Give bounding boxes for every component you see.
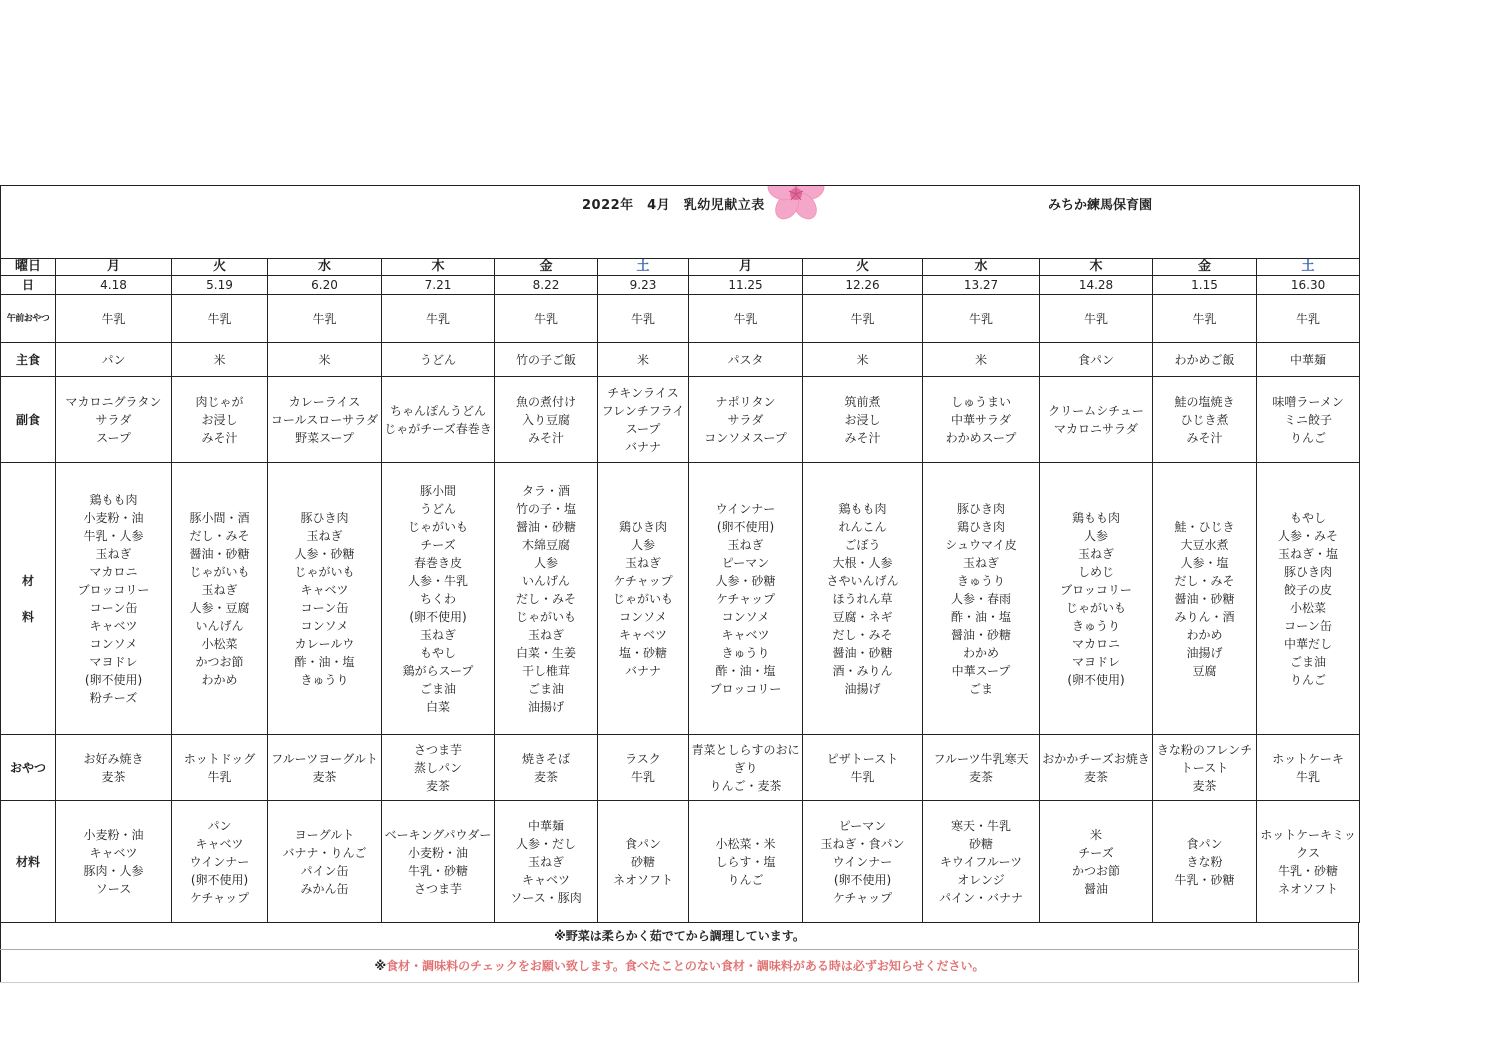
ingredients-cell: ウインナー (卵不使用) 玉ねぎ ピーマン 人参・砂糖 ケチャップ コンソメ キャベツ きゅうり 酢・油・塩 ブロッコリー bbox=[689, 463, 803, 735]
staple-cell: 米 bbox=[803, 343, 923, 377]
date-cell: 1.15 bbox=[1153, 276, 1257, 295]
ingredients-cell: 鶏もも肉 人参 玉ねぎ しめじ ブロッコリー じゃがいも きゅうり マカロニ マヨドレ (卵不使用) bbox=[1040, 463, 1153, 735]
date-cell: 11.25 bbox=[689, 276, 803, 295]
date-cell: 6.20 bbox=[268, 276, 382, 295]
side-dish-cell: 味噌ラーメン ミニ餃子 りんご bbox=[1257, 377, 1360, 463]
snack-ingredients-label: 材料 bbox=[1, 801, 56, 923]
side-dish-cell: 魚の煮付け 入り豆腐 みそ汁 bbox=[495, 377, 598, 463]
staple-cell: うどん bbox=[382, 343, 495, 377]
date-cell: 13.27 bbox=[923, 276, 1040, 295]
date-cell: 9.23 bbox=[598, 276, 689, 295]
weekday-cell: 月 bbox=[689, 259, 803, 276]
snack-cell: さつま芋 蒸しパン 麦茶 bbox=[382, 735, 495, 801]
staple-cell: 米 bbox=[268, 343, 382, 377]
snack-ingredients-cell: ベーキングパウダー 小麦粉・油 牛乳・砂糖 さつま芋 bbox=[382, 801, 495, 923]
weekday-label: 曜日 bbox=[1, 259, 56, 276]
morning-snack-cell: 牛乳 bbox=[172, 295, 268, 343]
snack-cell: ピザトースト 牛乳 bbox=[803, 735, 923, 801]
weekday-cell: 火 bbox=[803, 259, 923, 276]
staple-cell: わかめご飯 bbox=[1153, 343, 1257, 377]
snack-cell: おかかチーズお焼き 麦茶 bbox=[1040, 735, 1153, 801]
weekday-cell: 火 bbox=[172, 259, 268, 276]
staple-cell: 中華麺 bbox=[1257, 343, 1360, 377]
morning-snack-cell: 牛乳 bbox=[495, 295, 598, 343]
morning-snack-cell: 牛乳 bbox=[598, 295, 689, 343]
side-dish-cell: カレーライス コールスローサラダ 野菜スープ bbox=[268, 377, 382, 463]
date-cell: 16.30 bbox=[1257, 276, 1360, 295]
morning-snack-cell: 牛乳 bbox=[56, 295, 172, 343]
side-dish-cell: チキンライス フレンチフライ スープ バナナ bbox=[598, 377, 689, 463]
morning-snack-cell: 牛乳 bbox=[382, 295, 495, 343]
ingredients-cell: タラ・酒 竹の子・塩 醤油・砂糖 木綿豆腐 人参 いんげん だし・みそ じゃがいも 玉ねぎ 白菜・生姜 干し椎茸 ごま油 油揚げ bbox=[495, 463, 598, 735]
snack-cell: ホットケーキ 牛乳 bbox=[1257, 735, 1360, 801]
weekday-cell: 月 bbox=[56, 259, 172, 276]
weekday-cell: 金 bbox=[1153, 259, 1257, 276]
sakura-flower-icon bbox=[764, 186, 828, 225]
snack-ingredients-cell: 小麦粉・油 キャベツ 豚肉・人参 ソース bbox=[56, 801, 172, 923]
side-dish-cell: 鮭の塩焼き ひじき煮 みそ汁 bbox=[1153, 377, 1257, 463]
ingredients-label: 材 料 bbox=[1, 463, 56, 735]
morning-snack-cell: 牛乳 bbox=[268, 295, 382, 343]
weekday-cell: 土 bbox=[1257, 259, 1360, 276]
footer-note-vegetables bbox=[1, 923, 1359, 950]
staple-cell: パスタ bbox=[689, 343, 803, 377]
side-dish-row bbox=[1, 377, 1360, 463]
weekday-cell: 木 bbox=[1040, 259, 1153, 276]
ingredients-cell: もやし 人参・みそ 玉ねぎ・塩 豚ひき肉 餃子の皮 小松菜 コーン缶 中華だし ごま油 りんご bbox=[1257, 463, 1360, 735]
date-cell: 4.18 bbox=[56, 276, 172, 295]
weekday-cell: 金 bbox=[495, 259, 598, 276]
side-dish-cell: 筑前煮 お浸し みそ汁 bbox=[803, 377, 923, 463]
morning-snack-cell: 牛乳 bbox=[1040, 295, 1153, 343]
day-label: 日 bbox=[1, 276, 56, 295]
snack-cell: ホットドッグ 牛乳 bbox=[172, 735, 268, 801]
footer-note-allergy bbox=[1, 950, 1359, 983]
ingredients-cell: 豚ひき肉 鶏ひき肉 シュウマイ皮 玉ねぎ きゅうり 人参・春雨 酢・油・塩 醤油・砂糖 わかめ 中華スープ ごま bbox=[923, 463, 1040, 735]
ingredients-cell: 豚小間 うどん じゃがいも チーズ 春巻き皮 人参・牛乳 ちくわ (卵不使用) 玉ねぎ もやし 鶏がらスープ ごま油 白菜 bbox=[382, 463, 495, 735]
morning-snack-row bbox=[1, 295, 1360, 343]
morning-snack-cell: 牛乳 bbox=[1257, 295, 1360, 343]
snack-cell: フルーツ牛乳寒天 麦茶 bbox=[923, 735, 1040, 801]
menu-table bbox=[0, 185, 1360, 923]
snack-ingredients-cell: 食パン 砂糖 ネオソフト bbox=[598, 801, 689, 923]
snack-cell: 焼きそば 麦茶 bbox=[495, 735, 598, 801]
morning-snack-cell: 牛乳 bbox=[1153, 295, 1257, 343]
footer-note-allergy-text: 食材・調味料のチェックをお願い致します。食べたことのない食材・調味料がある時は必ずお知らせください。 bbox=[386, 959, 985, 973]
staple-cell: 竹の子ご飯 bbox=[495, 343, 598, 377]
ingredients-cell: 鶏ひき肉 人参 玉ねぎ ケチャップ じゃがいも コンソメ キャベツ 塩・砂糖 バナナ bbox=[598, 463, 689, 735]
morning-snack-label: 午前おやつ bbox=[1, 295, 56, 343]
weekday-cell: 水 bbox=[268, 259, 382, 276]
organization-name: みちか練馬保育園 bbox=[1048, 198, 1153, 213]
snack-ingredients-cell: ホットケーキミックス 牛乳・砂糖 ネオソフト bbox=[1257, 801, 1360, 923]
staple-cell: 米 bbox=[172, 343, 268, 377]
snack-cell: きな粉のフレンチトースト 麦茶 bbox=[1153, 735, 1257, 801]
page-title: 2022年 4月 乳幼児献立表 bbox=[582, 198, 765, 213]
snack-cell: ラスク 牛乳 bbox=[598, 735, 689, 801]
side-dish-cell: マカロニグラタン サラダ スープ bbox=[56, 377, 172, 463]
weekday-cell: 土 bbox=[598, 259, 689, 276]
staple-cell: 米 bbox=[923, 343, 1040, 377]
date-cell: 14.28 bbox=[1040, 276, 1153, 295]
staple-cell: 米 bbox=[598, 343, 689, 377]
morning-snack-cell: 牛乳 bbox=[923, 295, 1040, 343]
snack-cell: フルーツヨーグルト 麦茶 bbox=[268, 735, 382, 801]
snack-cell: お好み焼き 麦茶 bbox=[56, 735, 172, 801]
morning-snack-cell: 牛乳 bbox=[689, 295, 803, 343]
side-dish-label: 副食 bbox=[1, 377, 56, 463]
ingredients-cell: 鶏もも肉 小麦粉・油 牛乳・人参 玉ねぎ マカロニ ブロッコリー コーン缶 キャベツ コンソメ マヨドレ (卵不使用) 粉チーズ bbox=[56, 463, 172, 735]
title-row bbox=[1, 186, 1360, 259]
ingredients-cell: 鶏もも肉 れんこん ごぼう 大根・人参 さやいんげん ほうれん草 豆腐・ネギ だし・みそ 醤油・砂糖 酒・みりん 油揚げ bbox=[803, 463, 923, 735]
ingredients-row bbox=[1, 463, 1360, 735]
staple-cell: 食パン bbox=[1040, 343, 1153, 377]
date-cell: 5.19 bbox=[172, 276, 268, 295]
weekday-cell: 木 bbox=[382, 259, 495, 276]
ingredients-cell: 鮭・ひじき 大豆水煮 人参・塩 だし・みそ 醤油・砂糖 みりん・酒 わかめ 油揚げ 豆腐 bbox=[1153, 463, 1257, 735]
snack-ingredients-cell: ピーマン 玉ねぎ・食パン ウインナー (卵不使用) ケチャップ bbox=[803, 801, 923, 923]
footer-table bbox=[0, 923, 1359, 983]
snack-row bbox=[1, 735, 1360, 801]
ingredients-cell: 豚小間・酒 だし・みそ 醤油・砂糖 じゃがいも 玉ねぎ 人参・豆腐 いんげん 小松菜 かつお節 わかめ bbox=[172, 463, 268, 735]
weekday-cell: 水 bbox=[923, 259, 1040, 276]
side-dish-cell: 肉じゃが お浸し みそ汁 bbox=[172, 377, 268, 463]
date-cell: 7.21 bbox=[382, 276, 495, 295]
snack-ingredients-cell: 中華麺 人参・だし 玉ねぎ キャベツ ソース・豚肉 bbox=[495, 801, 598, 923]
snack-ingredients-cell: 米 チーズ かつお節 醤油 bbox=[1040, 801, 1153, 923]
footer-note-vegetables-text: ※野菜は柔らかく茹でてから調理しています。 bbox=[554, 929, 805, 943]
weekday-row bbox=[1, 259, 1360, 276]
snack-ingredients-row bbox=[1, 801, 1360, 923]
footer-note-mark: ※ bbox=[374, 959, 387, 973]
snack-ingredients-cell: パン キャベツ ウインナー (卵不使用) ケチャップ bbox=[172, 801, 268, 923]
morning-snack-cell: 牛乳 bbox=[803, 295, 923, 343]
snack-cell: 青菜としらすのおにぎり りんご・麦茶 bbox=[689, 735, 803, 801]
snack-ingredients-cell: ヨーグルト バナナ・りんご パイン缶 みかん缶 bbox=[268, 801, 382, 923]
snack-ingredients-cell: 寒天・牛乳 砂糖 キウイフルーツ オレンジ パイン・バナナ bbox=[923, 801, 1040, 923]
date-cell: 12.26 bbox=[803, 276, 923, 295]
side-dish-cell: ナポリタン サラダ コンソメスープ bbox=[689, 377, 803, 463]
staple-label: 主食 bbox=[1, 343, 56, 377]
menu-sheet bbox=[0, 185, 1359, 983]
snack-ingredients-cell: 食パン きな粉 牛乳・砂糖 bbox=[1153, 801, 1257, 923]
staple-cell: パン bbox=[56, 343, 172, 377]
side-dish-cell: しゅうまい 中華サラダ わかめスープ bbox=[923, 377, 1040, 463]
side-dish-cell: ちゃんぽんうどん じゃがチーズ春巻き bbox=[382, 377, 495, 463]
staple-row bbox=[1, 343, 1360, 377]
snack-ingredients-cell: 小松菜・米 しらす・塩 りんご bbox=[689, 801, 803, 923]
date-cell: 8.22 bbox=[495, 276, 598, 295]
snack-label: おやつ bbox=[1, 735, 56, 801]
side-dish-cell: クリームシチュー マカロニサラダ bbox=[1040, 377, 1153, 463]
ingredients-cell: 豚ひき肉 玉ねぎ 人参・砂糖 じゃがいも キャベツ コーン缶 コンソメ カレールウ 酢・油・塩 きゅうり bbox=[268, 463, 382, 735]
date-row bbox=[1, 276, 1360, 295]
